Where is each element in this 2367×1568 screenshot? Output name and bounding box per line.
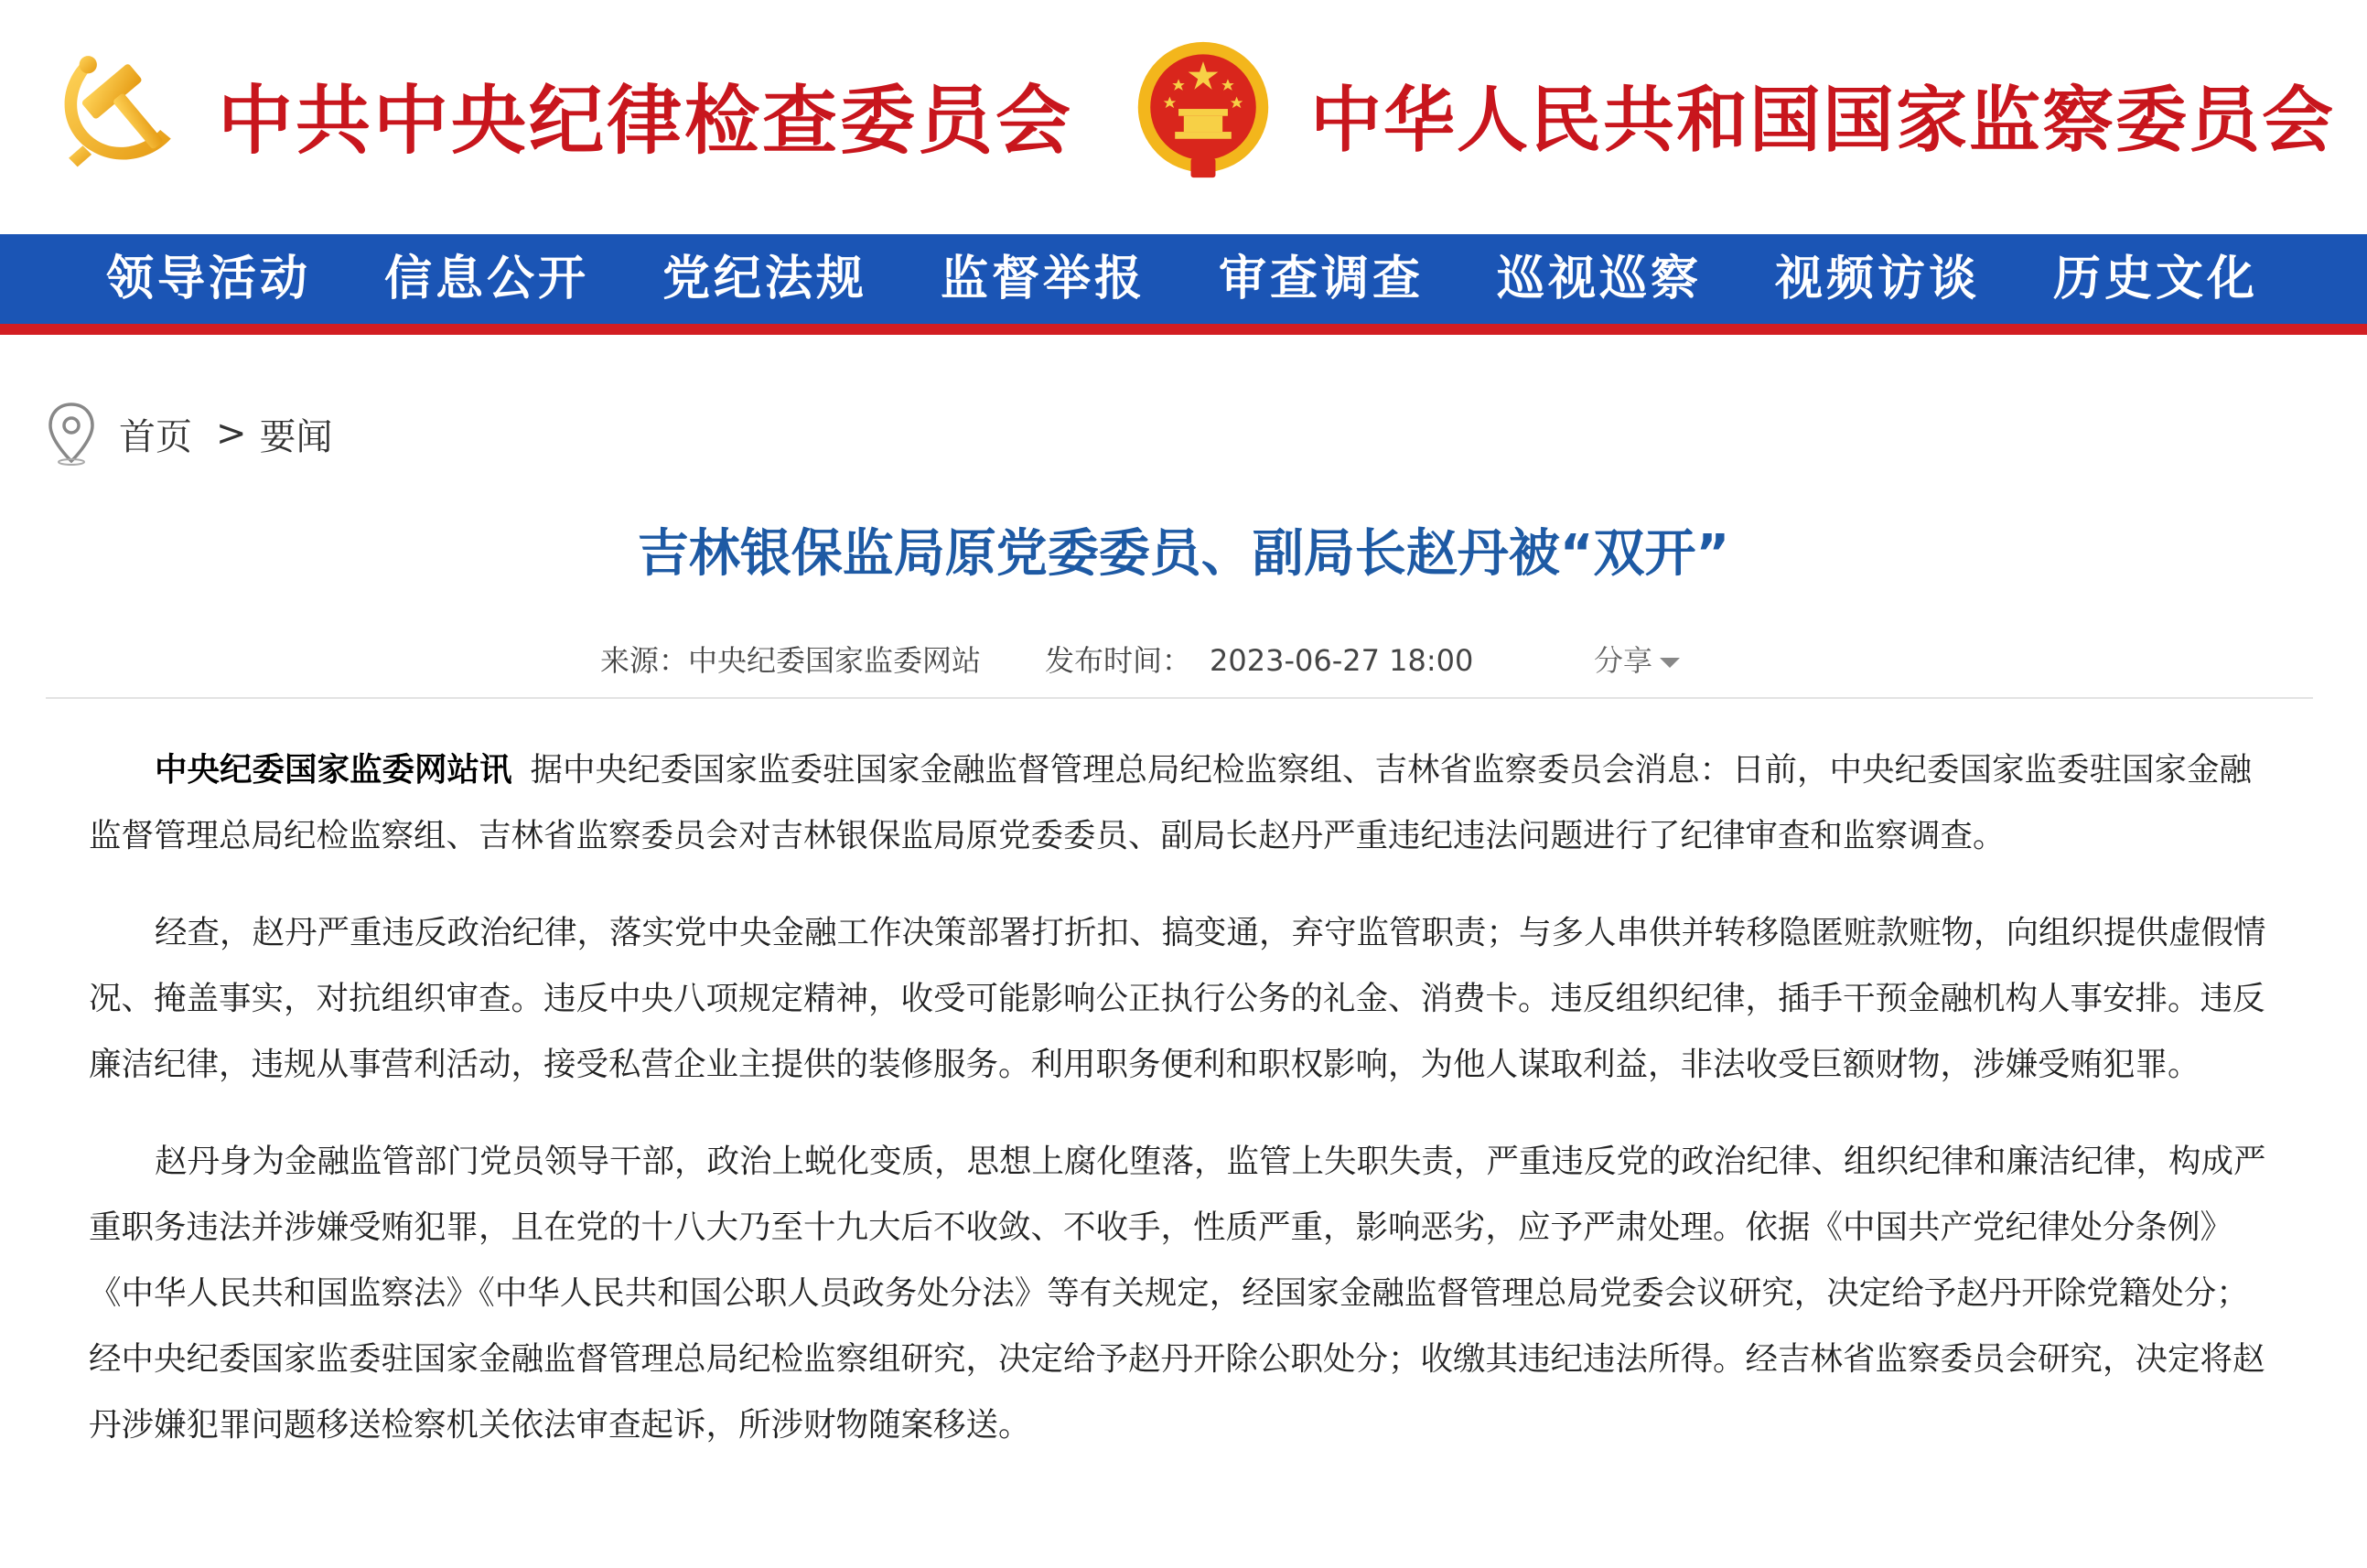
breadcrumb-current-link[interactable]: 要闻 [259, 415, 333, 458]
share-button[interactable] [1594, 637, 1680, 684]
article-paragraph-2: 经查，赵丹严重违反政治纪律，落实党中央金融工作决策部署打折扣、搞变通，弃守监管职责；与多人串供并转移隐匿赃款赃物，向组织提供虚假情况、掩盖事实，对抗组织审查。违反中央八项规定精神，收受可能影响公正执行公务的礼金、消费卡。违反组织纪律，插手干预金融机构人事安排。违反廉洁纪律，违规从事营利活动，接受私营企业主提供的装修服务。利用职务便利和职权影响，为他人谋取利益，非法收受巨额财物，涉嫌受贿犯罪。 [89, 914, 2266, 1083]
article-paragraph-1 [89, 737, 2281, 869]
source-label: 来源： [600, 643, 689, 678]
article-paragraph-3: 赵丹身为金融监管部门党员领导干部，政治上蜕化变质，思想上腐化堕落，监管上失职失责，严重违反党的政治纪律、组织纪律和廉洁纪律，构成严重职务违法并涉嫌受贿犯罪，且在党的十八大乃至十九大后不收敛、不收手，性质严重，影响恶劣，应予严肃处理。依据《中国共产党纪律处分条例》《中华人民共和国监察法》《中华人民共和国公职人员政务处分法》等有关规定，经国家金融监督管理总局党委会议研究，决定给予赵丹开除党籍处分；经中央纪委国家监委驻国家金融监督管理总局纪检监察组研究，决定给予赵丹开除公职处分；收缴其违纪违法所得。经吉林省监察委员会研究，决定将赵丹涉嫌犯罪问题移送检察机关依法审查起诉，所涉财物随案移送。 [89, 1143, 2266, 1444]
time-label: 发布时间： [1045, 643, 1192, 678]
nav-item-report[interactable]: 监督举报 [941, 251, 1146, 306]
nav-item-leadership[interactable]: 领导活动 [106, 251, 312, 306]
main-nav [0, 234, 2367, 335]
article-publish-time [1045, 637, 1473, 684]
nsc-title: 中华人民共和国国家监察委员会 [1310, 79, 2336, 162]
nav-item-regulations[interactable]: 党纪法规 [662, 251, 868, 306]
site-header [0, 0, 2367, 234]
caret-down-icon [1660, 658, 1680, 668]
breadcrumb-home-link[interactable]: 首页 [119, 415, 192, 458]
source-value: 中央纪委国家监委网站 [688, 643, 982, 678]
breadcrumb-separator: > [216, 413, 247, 455]
nav-item-video[interactable]: 视频访谈 [1775, 251, 1981, 306]
party-emblem-icon [48, 35, 188, 176]
title-divider [46, 697, 2313, 699]
article-body [89, 737, 2281, 1489]
article-source [600, 637, 981, 684]
nav-item-inspection[interactable]: 巡视巡察 [1497, 251, 1703, 306]
share-label: 分享 [1594, 643, 1653, 678]
nav-item-info-disclosure[interactable]: 信息公开 [384, 251, 590, 306]
time-value: 2023-06-27 18:00 [1210, 643, 1474, 678]
cpc-ccdi-title: 中共中央纪律检查委员会 [218, 77, 1074, 165]
location-pin-icon [46, 401, 97, 467]
nav-item-investigation[interactable]: 审查调查 [1219, 251, 1425, 306]
breadcrumb [46, 397, 333, 470]
article-lead: 中央纪委国家监委网站讯 [155, 751, 512, 789]
article-title: 吉林银保监局原党委委员、副局长赵丹被“双开” [637, 524, 1730, 584]
national-emblem-icon [1133, 35, 1274, 185]
nav-item-history[interactable]: 历史文化 [2053, 251, 2259, 306]
paragraph-1-text: 据中央纪委国家监委驻国家金融监督管理总局纪检监察组、吉林省监察委员会消息：日前，中央纪委国家监委驻国家金融监督管理总局纪检监察组、吉林省监察委员会对吉林银保监局原党委委员、副局长赵丹严重违纪违法问题进行了纪律审查和监察调查。 [89, 751, 2253, 854]
